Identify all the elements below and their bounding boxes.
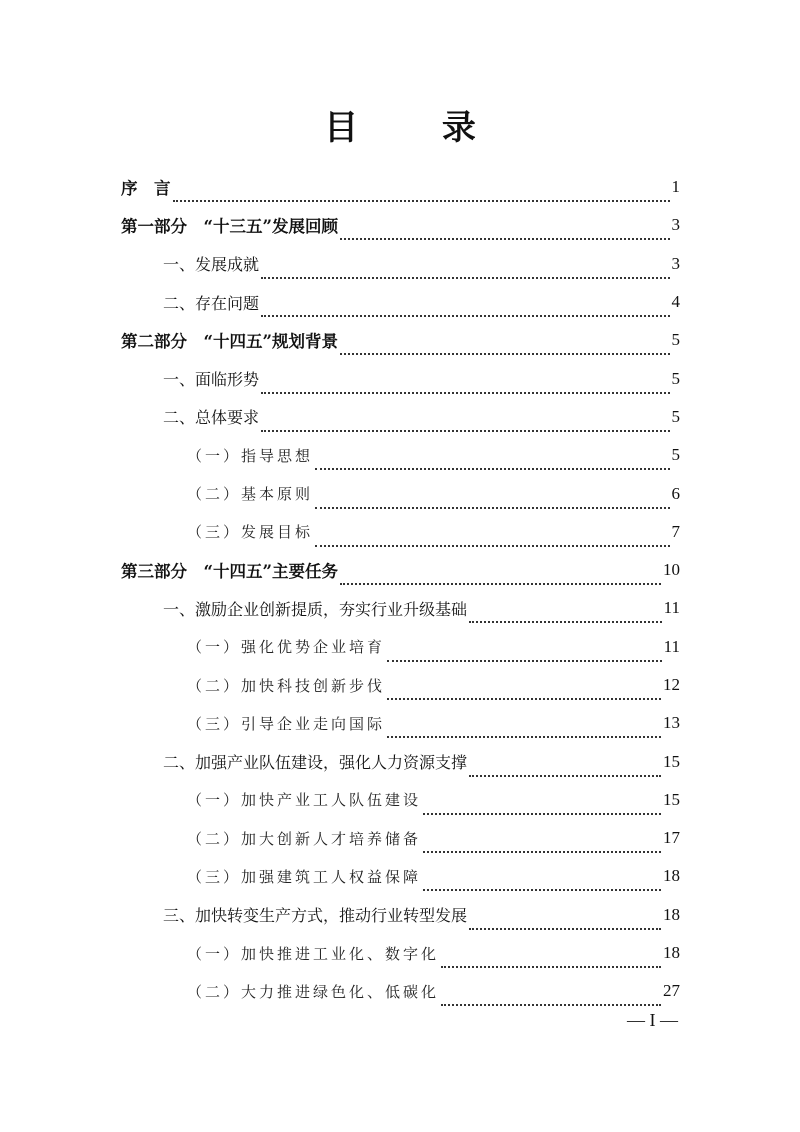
toc-entry[interactable] bbox=[121, 551, 680, 589]
toc-entry-label: （二）基本原则 bbox=[187, 485, 314, 504]
dot-leader bbox=[261, 259, 669, 279]
toc-entry[interactable] bbox=[121, 513, 680, 551]
toc-entry-page: 1 bbox=[671, 177, 680, 197]
table-of-contents bbox=[121, 168, 680, 1011]
toc-entry-label: （二）大力推进绿色化、低碳化 bbox=[187, 982, 440, 1001]
dot-leader bbox=[469, 603, 662, 623]
toc-entry-label: （三）引导企业走向国际 bbox=[187, 714, 386, 733]
toc-entry-page: 6 bbox=[671, 483, 680, 503]
toc-entry[interactable] bbox=[121, 742, 680, 780]
toc-entry-page: 11 bbox=[663, 636, 680, 656]
toc-entry-page: 18 bbox=[663, 904, 680, 924]
dot-leader bbox=[441, 986, 661, 1006]
dot-leader bbox=[340, 335, 670, 355]
toc-entry-label: （三）发展目标 bbox=[187, 523, 314, 542]
toc-entry-label: （一）加快产业工人队伍建设 bbox=[187, 791, 422, 810]
toc-entry-label: （一）指导思想 bbox=[187, 446, 314, 465]
toc-entry-label: （二）加快科技创新步伐 bbox=[187, 676, 386, 695]
toc-entry-page: 3 bbox=[671, 215, 680, 235]
dot-leader bbox=[423, 795, 661, 815]
dot-leader bbox=[315, 489, 669, 509]
toc-entry[interactable] bbox=[121, 206, 680, 244]
dot-leader bbox=[173, 182, 670, 202]
dot-leader bbox=[441, 948, 661, 968]
toc-entry-label: （一）加快推进工业化、数字化 bbox=[187, 944, 440, 963]
toc-entry[interactable] bbox=[121, 781, 680, 819]
toc-entry-page: 5 bbox=[671, 406, 680, 426]
toc-entry-page: 4 bbox=[671, 292, 680, 312]
toc-entry-label: （三）加强建筑工人权益保障 bbox=[187, 867, 422, 886]
toc-entry-label: 二、总体要求 bbox=[163, 408, 260, 428]
toc-entry[interactable] bbox=[121, 857, 680, 895]
toc-entry-label: 一、发展成就 bbox=[163, 255, 260, 275]
toc-entry[interactable] bbox=[121, 245, 680, 283]
toc-entry-label: （一）强化优势企业培育 bbox=[187, 638, 386, 657]
toc-entry[interactable] bbox=[121, 359, 680, 397]
toc-entry-label: 序 言 bbox=[121, 179, 171, 199]
toc-entry-label: 二、加强产业队伍建设，强化人力资源支撑 bbox=[163, 753, 468, 773]
dot-leader bbox=[387, 680, 661, 700]
toc-entry-label: 第一部分 “十三五”发展回顾 bbox=[121, 217, 338, 237]
toc-entry-page: 5 bbox=[671, 445, 680, 465]
page-title: 目 录 bbox=[324, 108, 512, 148]
toc-entry[interactable] bbox=[121, 704, 680, 742]
toc-entry-page: 15 bbox=[663, 789, 680, 809]
toc-entry-label: （二）加大创新人才培养储备 bbox=[187, 829, 422, 848]
toc-entry-page: 10 bbox=[663, 560, 680, 580]
toc-entry-page: 11 bbox=[663, 598, 680, 618]
toc-entry[interactable] bbox=[121, 474, 680, 512]
dot-leader bbox=[315, 527, 669, 547]
page-number-footer: — I — bbox=[627, 1010, 678, 1030]
toc-entry-label: 第二部分 “十四五”规划背景 bbox=[121, 332, 338, 352]
toc-entry-page: 18 bbox=[663, 943, 680, 963]
toc-entry[interactable] bbox=[121, 168, 680, 206]
toc-entry-label: 一、面临形势 bbox=[163, 370, 260, 390]
dot-leader bbox=[423, 871, 661, 891]
toc-entry-page: 18 bbox=[663, 866, 680, 886]
dot-leader bbox=[387, 718, 661, 738]
dot-leader bbox=[340, 565, 661, 585]
toc-entry-page: 5 bbox=[671, 368, 680, 388]
toc-entry[interactable] bbox=[121, 398, 680, 436]
dot-leader bbox=[387, 642, 662, 662]
toc-entry-page: 17 bbox=[663, 828, 680, 848]
toc-entry-label: 第三部分 “十四五”主要任务 bbox=[121, 562, 338, 582]
toc-entry[interactable] bbox=[121, 972, 680, 1010]
dot-leader bbox=[315, 450, 669, 470]
toc-entry[interactable] bbox=[121, 628, 680, 666]
dot-leader bbox=[423, 833, 661, 853]
toc-entry[interactable] bbox=[121, 436, 680, 474]
dot-leader bbox=[261, 374, 669, 394]
dot-leader bbox=[340, 220, 670, 240]
toc-entry[interactable] bbox=[121, 819, 680, 857]
toc-entry[interactable] bbox=[121, 283, 680, 321]
toc-entry-page: 7 bbox=[671, 521, 680, 541]
toc-entry-label: 一、激励企业创新提质，夯实行业升级基础 bbox=[163, 599, 468, 619]
toc-entry-label: 二、存在问题 bbox=[163, 293, 260, 313]
dot-leader bbox=[261, 412, 669, 432]
toc-entry-page: 12 bbox=[663, 675, 680, 694]
toc-entry-page: 27 bbox=[663, 981, 680, 1001]
toc-entry[interactable] bbox=[121, 934, 680, 972]
toc-entry-page: 3 bbox=[671, 253, 680, 273]
toc-entry-label: 三、加快转变生产方式，推动行业转型发展 bbox=[163, 906, 468, 926]
toc-entry[interactable] bbox=[121, 321, 680, 359]
toc-entry-page: 5 bbox=[671, 330, 680, 350]
dot-leader bbox=[469, 910, 661, 930]
toc-entry[interactable] bbox=[121, 666, 680, 704]
toc-entry[interactable] bbox=[121, 896, 680, 934]
dot-leader bbox=[261, 297, 669, 317]
dot-leader bbox=[469, 757, 661, 777]
toc-entry-page: 13 bbox=[663, 713, 680, 733]
toc-entry-page: 15 bbox=[663, 751, 680, 771]
toc-entry[interactable] bbox=[121, 589, 680, 627]
